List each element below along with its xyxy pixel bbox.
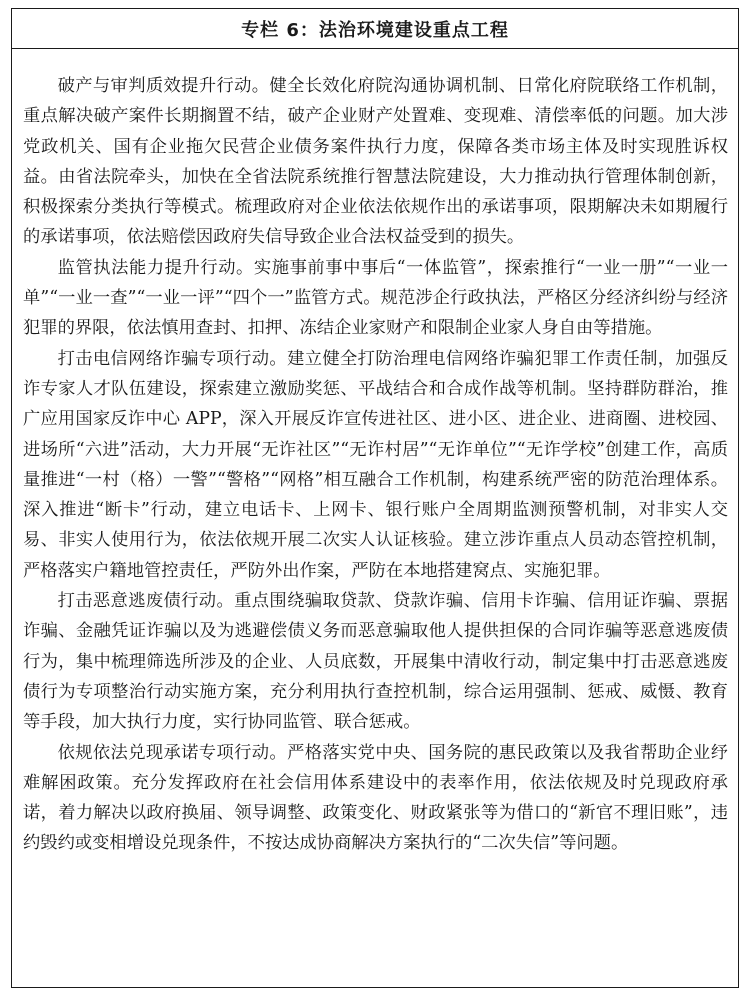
title-row	[12, 9, 738, 49]
box-title: 专栏 6：法治环境建设重点工程	[241, 19, 509, 41]
box-content	[12, 49, 738, 859]
paragraph-debt-evasion: 打击恶意逃废债行动。重点围绕骗取贷款、贷款诈骗、信用卡诈骗、信用证诈骗、票据诈骗、金融凭证诈骗以及为逃避偿债义务而恶意骗取他人提供担保的合同诈骗等恶意逃废债行为，集中梳理筛选所涉及的企业、人员底数，开展集中清收行动，制定集中打击恶意逃废债行为专项整治行动实施方案，充分利用执行查控机制，综合运用强制、惩戒、威慑、教育等手段，加大执行力度，实行协同监管、联合惩戒。	[23, 591, 728, 733]
paragraph-commitments: 依规依法兑现承诺专项行动。严格落实党中央、国务院的惠民政策以及我省帮助企业纾难解困政策。充分发挥政府在社会信用体系建设中的表率作用，依法依规及时兑现政府承诺，着力解决以政府换届、领导调整、政策变化、财政紧张等为借口的“新官不理旧账”，违约毁约或变相增设兑现条件，不按达成协商解决方案执行的“二次失信”等问题。	[23, 742, 728, 854]
feature-box	[11, 8, 739, 988]
paragraph-bankruptcy: 破产与审判质效提升行动。健全长效化府院沟通协调机制、日常化府院联络工作机制，重点解决破产案件长期搁置不结，破产企业财产处置难、变现难、清偿率低的问题。加大涉党政机关、国有企业拖欠民营企业债务案件执行力度，保障各类市场主体及时实现胜诉权益。由省法院牵头，加快在全省法院系统推行智慧法院建设，大力推动执行管理体制创新，积极探索分类执行等模式。梳理政府对企业依法依规作出的承诺事项，限期解决未如期履行的承诺事项，依法赔偿因政府失信导致企业合法权益受到的损失。	[23, 76, 728, 248]
paragraph-telecom-fraud: 打击电信网络诈骗专项行动。建立健全打防治理电信网络诈骗犯罪工作责任制，加强反诈专家人才队伍建设，探索建立激励奖惩、平战结合和合成作战等机制。坚持群防群治，推广应用国家反诈中心 APP，深入开展反诈宣传进社区、进小区、进企业、进商圈、进校园、进场所“六进”活动，大力开展“无诈社区”“无诈村居”“无诈单位”“无诈学校”创建工作，高质量推进“一村（格）一警”“警格”“网格”相互融合工作机制，构建系统严密的防范治理体系。深入推进“断卡”行动，建立电话卡、上网卡、银行账户全周期监测预警机制，对非实人交易、非实人使用行为，依法依规开展二次实人认证核验。建立涉诈重点人员动态管控机制，严格落实户籍地管控责任，严防外出作案，严防在本地搭建窝点、实施犯罪。	[23, 348, 728, 581]
paragraph-supervision: 监管执法能力提升行动。实施事前事中事后“一体监管”，探索推行“一业一册”“一业一单”“一业一查”“一业一评”“四个一”监管方式。规范涉企行政执法，严格区分经济纠纷与经济犯罪的界限，依法慎用查封、扣押、冻结企业家财产和限制企业家人身自由等措施。	[23, 257, 728, 339]
